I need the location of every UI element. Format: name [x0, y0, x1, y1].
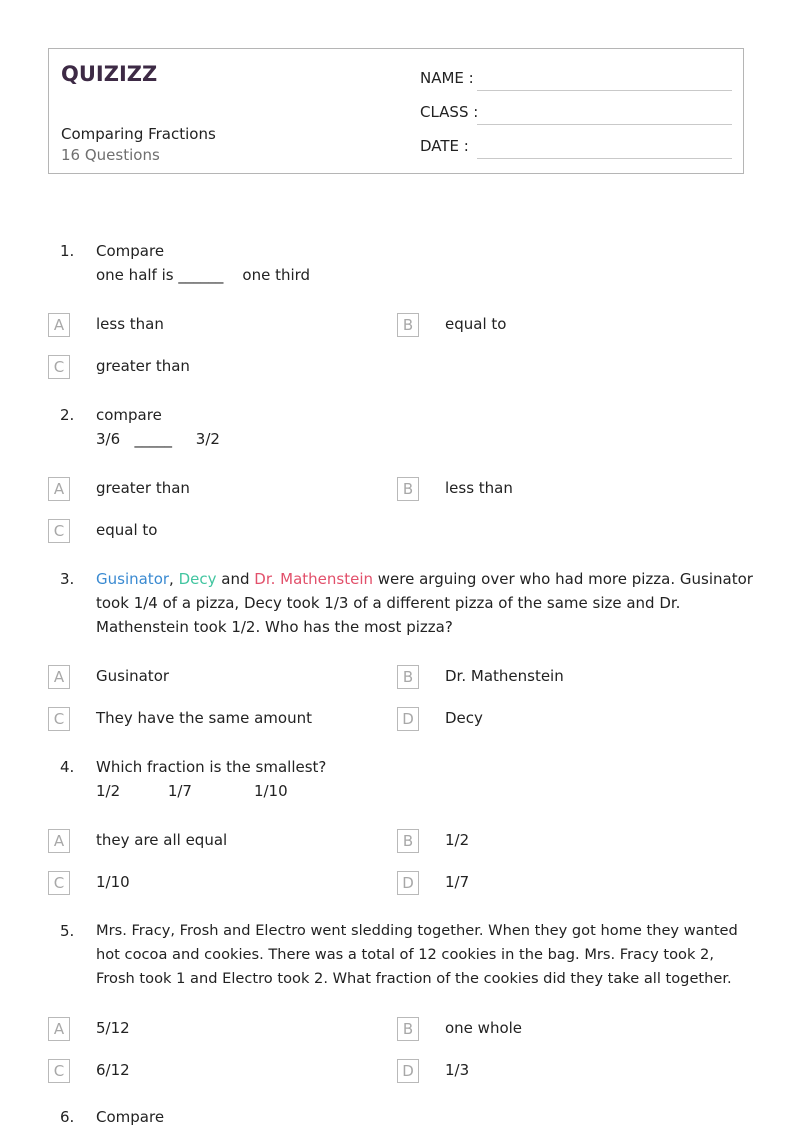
question-number: 5.	[60, 922, 75, 940]
question-number: 3.	[60, 570, 75, 588]
option-text[interactable]: greater than	[96, 479, 190, 497]
logo-text: QUIZIZZ	[61, 62, 158, 86]
option-letter-a[interactable]: A	[48, 1017, 70, 1041]
worksheet-title: Comparing Fractions	[61, 125, 216, 143]
name-decy: Decy	[178, 570, 217, 588]
separator: and	[216, 570, 255, 588]
option-letter-a[interactable]: A	[48, 829, 70, 853]
option-text[interactable]: they are all equal	[96, 831, 228, 849]
question-count: 16 Questions	[61, 146, 160, 164]
option-letter-b[interactable]: B	[397, 1017, 419, 1041]
option-letter-c[interactable]: C	[48, 871, 70, 895]
question-text: 1/2 1/7 1/10	[96, 782, 288, 800]
class-line[interactable]	[477, 124, 732, 125]
question-number: 4.	[60, 758, 75, 776]
name-field[interactable]	[420, 69, 732, 91]
name-mathenstein: Dr. Mathenstein	[254, 570, 373, 588]
option-text[interactable]: 1/3	[445, 1061, 470, 1079]
question-text: took 1/4 of a pizza, Decy took 1/3 of a different pizza of the same size and Dr.	[96, 594, 681, 612]
class-field[interactable]	[420, 103, 732, 125]
question-text: 3/6 _____ 3/2	[96, 430, 220, 448]
question-text-line-1	[96, 570, 753, 588]
question-text: Compare	[96, 242, 165, 260]
date-line[interactable]	[477, 158, 732, 159]
question-number: 6.	[60, 1108, 75, 1126]
quizizz-logo	[61, 59, 158, 89]
option-letter-d[interactable]: D	[397, 707, 419, 731]
question-text: compare	[96, 406, 162, 424]
question-text: Which fraction is the smallest?	[96, 758, 327, 776]
option-letter-d[interactable]: D	[397, 1059, 419, 1083]
name-label: NAME :	[420, 69, 474, 87]
option-text[interactable]: Gusinator	[96, 667, 170, 685]
question-number: 2.	[60, 406, 75, 424]
option-letter-c[interactable]: C	[48, 355, 70, 379]
option-text[interactable]: Dr. Mathenstein	[445, 667, 564, 685]
question-text: Mrs. Fracy, Frosh and Electro went sledding together. When they got home they wanted	[96, 922, 738, 939]
option-text[interactable]: equal to	[445, 315, 507, 333]
option-letter-c[interactable]: C	[48, 707, 70, 731]
worksheet-header	[48, 48, 744, 174]
option-letter-a[interactable]: A	[48, 313, 70, 337]
option-text[interactable]: They have the same amount	[96, 709, 312, 727]
option-text[interactable]: 1/2	[445, 831, 470, 849]
question-text: Frosh took 1 and Electro took 2. What fraction of the cookies did they take all together.	[96, 970, 732, 987]
option-text[interactable]: 6/12	[96, 1061, 130, 1079]
option-letter-b[interactable]: B	[397, 477, 419, 501]
option-letter-c[interactable]: C	[48, 1059, 70, 1083]
option-text[interactable]: 5/12	[96, 1019, 130, 1037]
class-label: CLASS :	[420, 103, 479, 121]
question-text: Compare	[96, 1108, 165, 1126]
option-letter-a[interactable]: A	[48, 665, 70, 689]
question-text: were arguing over who had more pizza. Gusinator	[373, 570, 753, 588]
option-letter-d[interactable]: D	[397, 871, 419, 895]
option-text[interactable]: 1/7	[445, 873, 470, 891]
separator: ,	[169, 570, 179, 588]
question-number: 1.	[60, 242, 75, 260]
option-text[interactable]: 1/10	[96, 873, 130, 891]
option-text[interactable]: less than	[96, 315, 164, 333]
option-letter-b[interactable]: B	[397, 313, 419, 337]
date-label: DATE :	[420, 137, 469, 155]
option-text[interactable]: Decy	[445, 709, 483, 727]
option-text[interactable]: greater than	[96, 357, 190, 375]
option-text[interactable]: one whole	[445, 1019, 523, 1037]
option-letter-b[interactable]: B	[397, 665, 419, 689]
question-text: Mathenstein took 1/2. Who has the most pizza?	[96, 618, 453, 636]
question-text: one half is ______ one third	[96, 266, 311, 284]
name-line[interactable]	[477, 90, 732, 91]
option-text[interactable]: equal to	[96, 521, 158, 539]
option-letter-c[interactable]: C	[48, 519, 70, 543]
question-text: hot cocoa and cookies. There was a total of 12 cookies in the bag. Mrs. Fracy took 2,	[96, 946, 714, 963]
option-letter-b[interactable]: B	[397, 829, 419, 853]
name-gusinator: Gusinator	[96, 570, 170, 588]
date-field[interactable]	[420, 137, 732, 159]
option-text[interactable]: less than	[445, 479, 513, 497]
option-letter-a[interactable]: A	[48, 477, 70, 501]
